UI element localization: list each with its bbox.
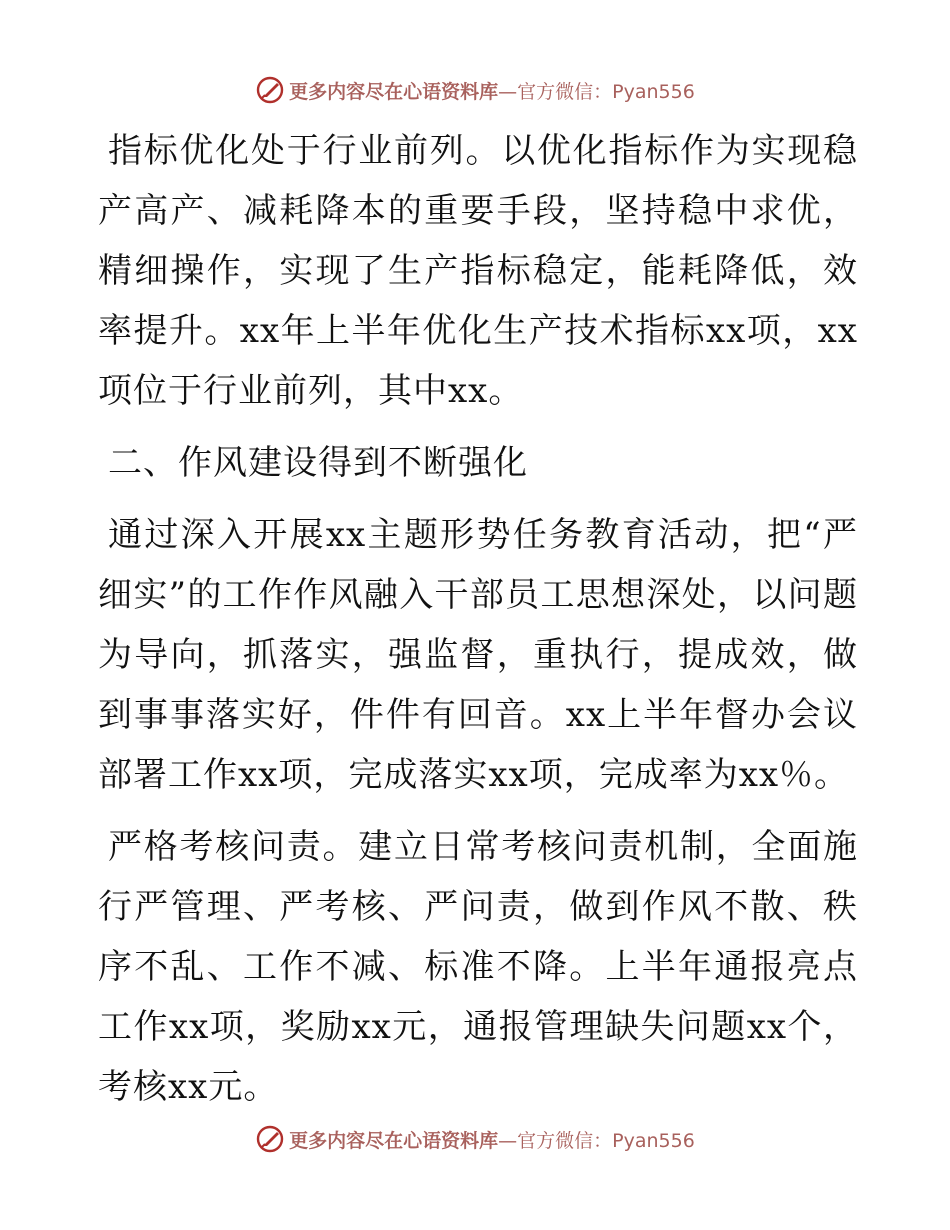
- document-body: [98, 121, 858, 1117]
- paragraph-work-style: 通过深入开展xx主题形势任务教育活动，把“严细实”的工作作风融入干部员工思想深处，以问题为导向，抓落实，强监督，重执行，提成效，做到事事落实好，件件有回音。xx上半年督办会议部署工作xx项，完成落实xx项，完成率为xx％。: [98, 515, 858, 795]
- banner-sub-text: —官方微信：Pyan556: [498, 1129, 695, 1152]
- banner-main-text: 更多内容尽在心语资料库: [289, 1129, 499, 1152]
- quill-logo-icon: [255, 1124, 285, 1154]
- banner-sub-text: —官方微信：Pyan556: [498, 80, 695, 103]
- header-banner: [0, 73, 950, 107]
- footer-banner: [0, 1122, 950, 1156]
- section-heading: 二、作风建设得到不断强化: [108, 443, 528, 483]
- quill-logo-icon: [255, 75, 285, 105]
- banner-main-text: 更多内容尽在心语资料库: [289, 80, 499, 103]
- paragraph-indicator-optimization: 指标优化处于行业前列。以优化指标作为实现稳产高产、减耗降本的重要手段，坚持稳中求优，精细操作，实现了生产指标稳定，能耗降低，效率提升。xx年上半年优化生产技术指标xx项，xx项位于行业前列，其中xx。: [98, 131, 858, 411]
- paragraph-assessment: 严格考核问责。建立日常考核问责机制，全面施行严管理、严考核、严问责，做到作风不散、秩序不乱、工作不减、标准不降。上半年通报亮点工作xx项，奖励xx元，通报管理缺失问题xx个，考核xx元。: [98, 827, 858, 1107]
